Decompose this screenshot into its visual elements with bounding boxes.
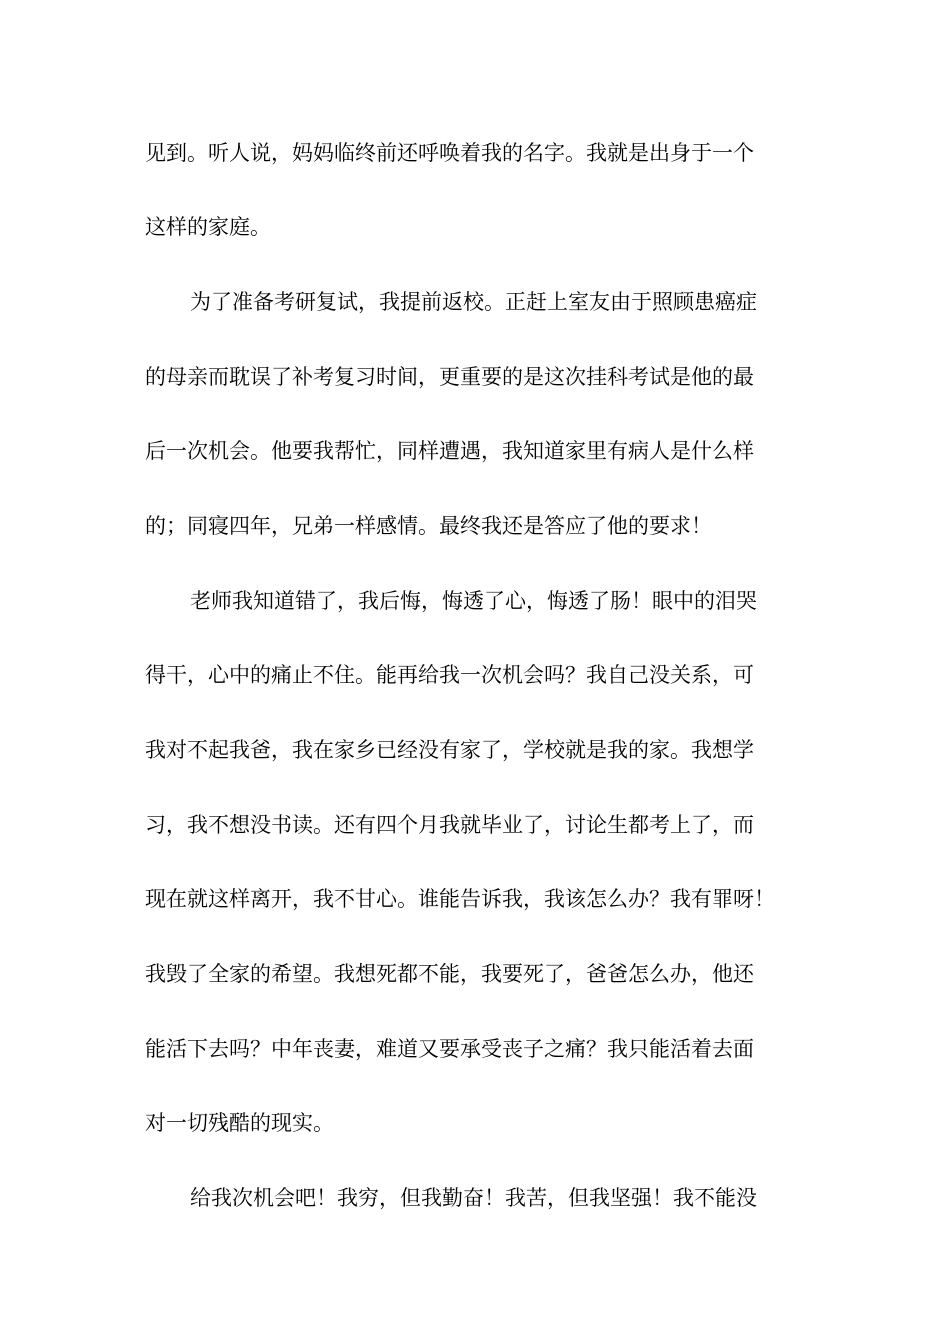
- text-line: 见到。听人说，妈妈临终前还呼唤着我的名字。我就是出身于一个: [145, 141, 754, 165]
- text-line: 能活下去吗？中年丧妻，难道又要承受丧子之痛？我只能活着去面: [145, 1037, 754, 1061]
- text-line: 对一切残酷的现实。: [145, 1111, 334, 1135]
- paragraph-start-line: 为了准备考研复试，我提前返校。正赶上室友由于照顾患癌症: [190, 290, 757, 314]
- text-line: 的；同寝四年，兄弟一样感情。最终我还是答应了他的要求！: [145, 514, 712, 538]
- text-line: 我对不起我爸，我在家乡已经没有家了，学校就是我的家。我想学: [145, 738, 754, 762]
- paragraph-start-line: 老师我知道错了，我后悔，悔透了心，悔透了肠！眼中的泪哭: [190, 589, 757, 613]
- paragraph-start-line: 给我次机会吧！我穷，但我勤奋！我苦，但我坚强！我不能没: [190, 1186, 757, 1210]
- text-line: 习，我不想没书读。还有四个月我就毕业了，讨论生都考上了，而: [145, 813, 754, 837]
- text-line: 这样的家庭。: [145, 215, 271, 239]
- text-line: 后一次机会。他要我帮忙，同样遭遇，我知道家里有病人是什么样: [145, 439, 754, 463]
- text-line: 得干，心中的痛止不住。能再给我一次机会吗？我自己没关系，可: [145, 663, 754, 687]
- text-line: 的母亲而耽误了补考复习时间，更重要的是这次挂科考试是他的最: [145, 365, 754, 389]
- text-line: 现在就这样离开，我不甘心。谁能告诉我，我该怎么办？我有罪呀！: [145, 887, 775, 911]
- text-line: 我毁了全家的希望。我想死都不能，我要死了，爸爸怎么办，他还: [145, 962, 754, 986]
